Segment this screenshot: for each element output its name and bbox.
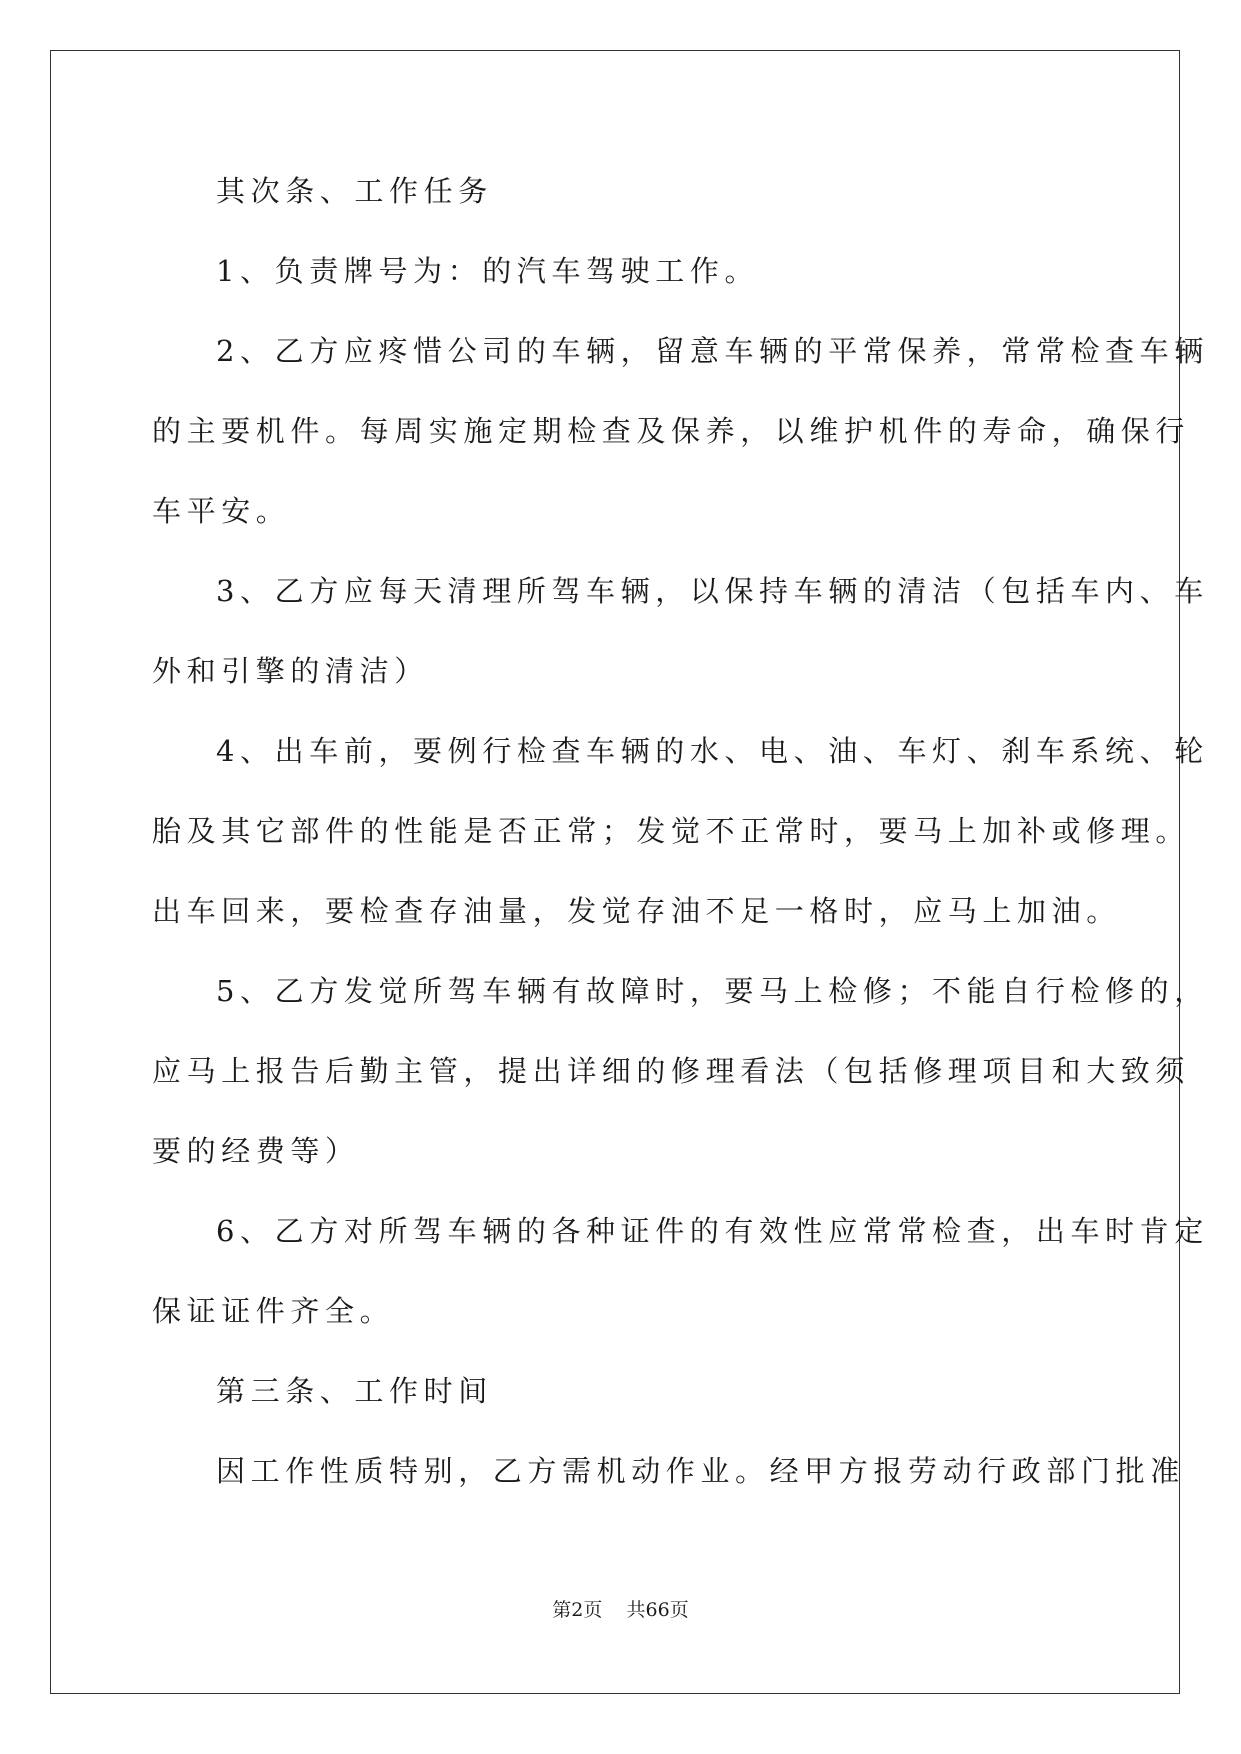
section-heading-tasks: 其次条、工作任务 (216, 174, 493, 208)
page-number-footer: 第2页 共66页 (552, 1599, 689, 1621)
document-body (152, 158, 1209, 1518)
paragraph-line: 要的经费等） (152, 1134, 360, 1168)
paragraph-line: 1、负责牌号为：的汽车驾驶工作。 (216, 254, 760, 288)
paragraph-line: 外和引擎的清洁） (152, 654, 429, 688)
paragraph-line: 4、出车前，要例行检查车辆的水、电、油、车灯、刹车系统、轮 (216, 734, 1209, 768)
section-heading-working-hours: 第三条、工作时间 (216, 1374, 493, 1408)
paragraph-line: 3、乙方应每天清理所驾车辆，以保持车辆的清洁（包括车内、车 (216, 574, 1209, 608)
paragraph-line: 因工作性质特别，乙方需机动作业。经甲方报劳动行政部门批准 (216, 1454, 1185, 1488)
paragraph-line: 5、乙方发觉所驾车辆有故障时，要马上检修；不能自行检修的， (216, 974, 1209, 1008)
paragraph-line: 出车回来，要检查存油量，发觉存油不足一格时，应马上加油。 (152, 894, 1121, 928)
paragraph-line: 的主要机件。每周实施定期检查及保养，以维护机件的寿命，确保行 (152, 414, 1191, 448)
paragraph-line: 应马上报告后勤主管，提出详细的修理看法（包括修理项目和大致须 (152, 1054, 1191, 1088)
paragraph-line: 保证证件齐全。 (152, 1294, 395, 1328)
paragraph-line: 6、乙方对所驾车辆的各种证件的有效性应常常检查，出车时肯定 (216, 1214, 1209, 1248)
paragraph-line: 车平安。 (152, 494, 291, 528)
paragraph-line: 胎及其它部件的性能是否正常；发觉不正常时，要马上加补或修理。 (152, 814, 1191, 848)
paragraph-line: 2、乙方应疼惜公司的车辆，留意车辆的平常保养，常常检查车辆 (216, 334, 1209, 368)
